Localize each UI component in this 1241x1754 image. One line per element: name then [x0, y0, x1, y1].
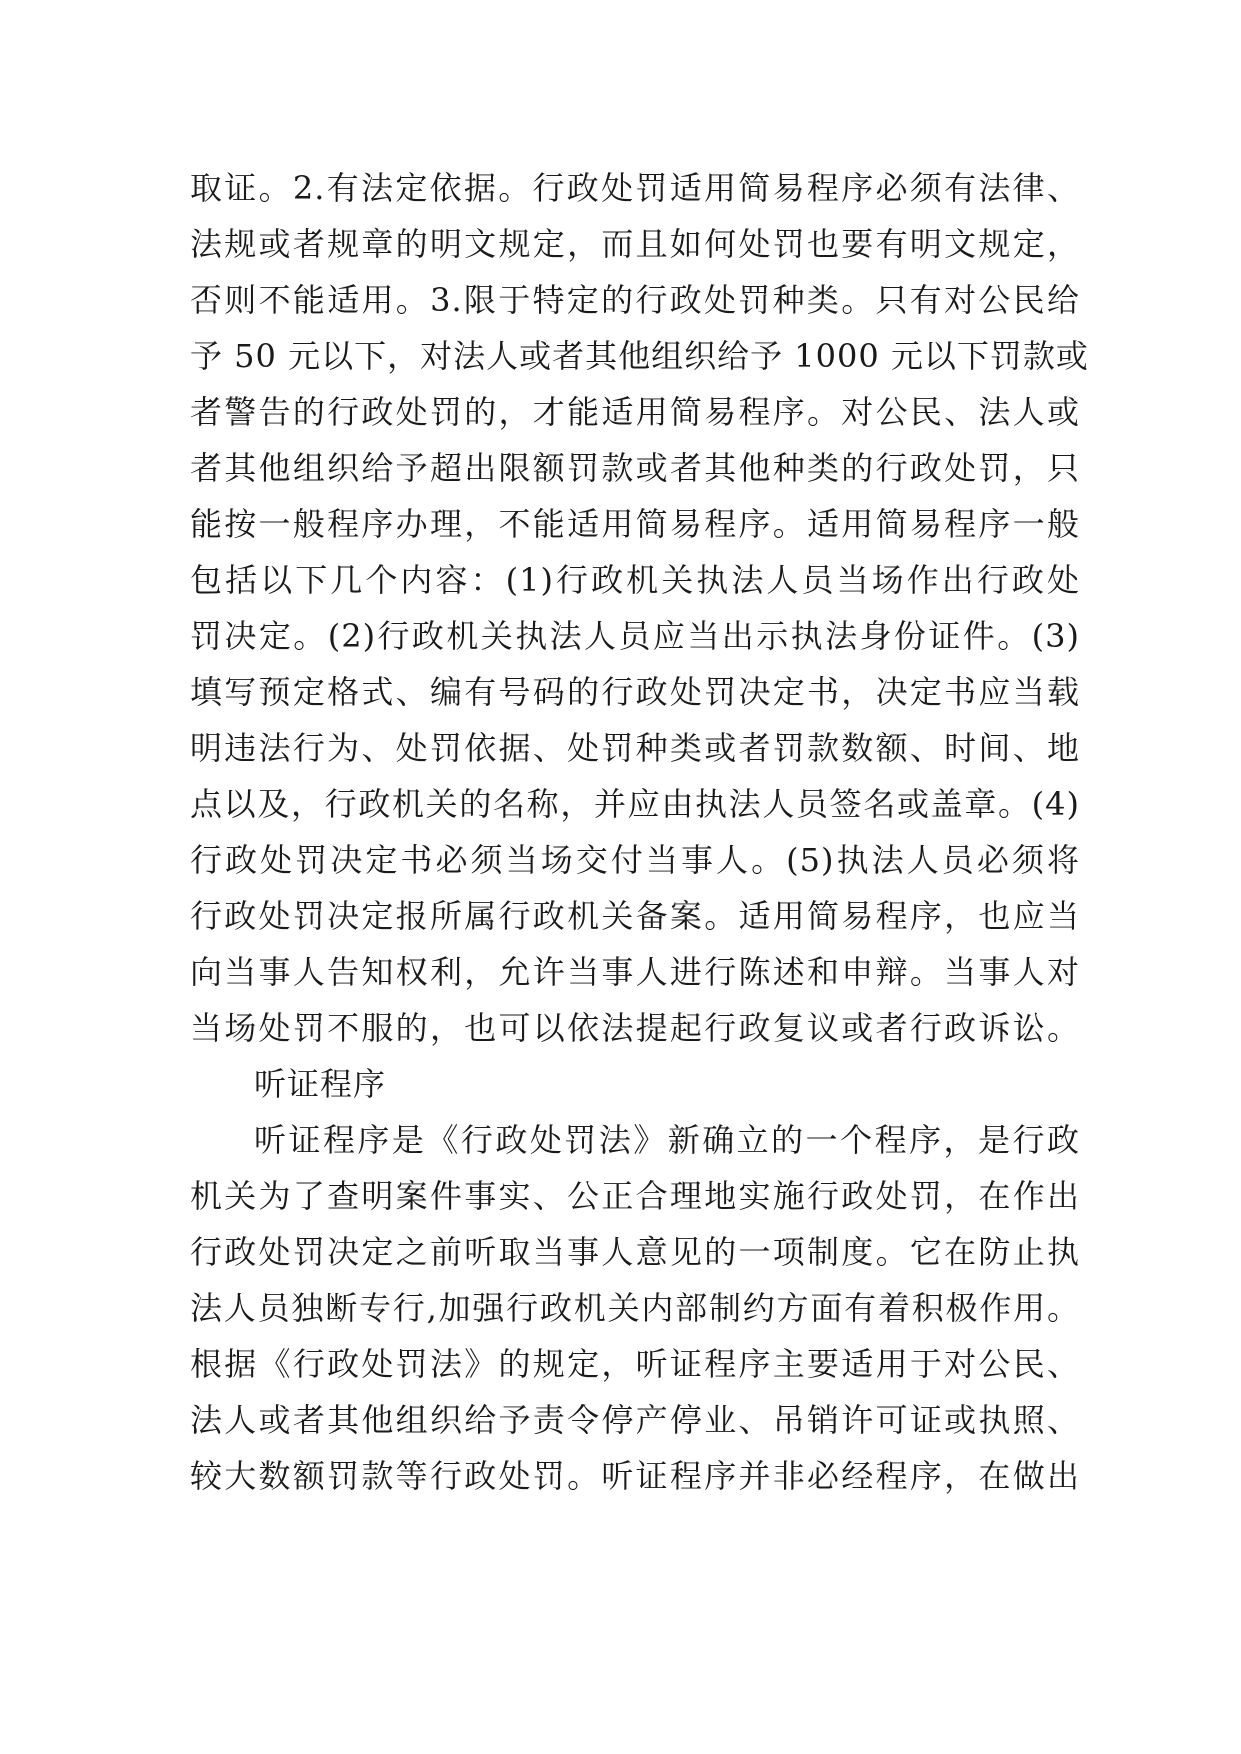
text-line: 行政处罚决定之前听取当事人意见的一项制度。它在防止执	[190, 1233, 1080, 1271]
text-line: 较大数额罚款等行政处罚。听证程序并非必经程序，在做出	[190, 1457, 1080, 1495]
text-line: 罚决定。(2)行政机关执法人员应当出示执法身份证件。(3)	[190, 617, 1080, 655]
text-line: 者警告的行政处罚的，才能适用简易程序。对公民、法人或	[190, 393, 1080, 431]
text-line: 取证。2.有法定依据。行政处罚适用简易程序必须有法律、	[190, 169, 1080, 207]
text-line: 点以及，行政机关的名称，并应由执法人员签名或盖章。(4)	[190, 785, 1080, 823]
text-line: 向当事人告知权利，允许当事人进行陈述和申辩。当事人对	[190, 953, 1080, 991]
text-line: 当场处罚不服的，也可以依法提起行政复议或者行政诉讼。	[190, 1009, 1080, 1047]
text-line: 法人员独断专行,加强行政机关内部制约方面有着积极作用。	[190, 1289, 1080, 1327]
section-heading: 听证程序	[254, 1065, 387, 1103]
text-line: 行政处罚决定报所属行政机关备案。适用简易程序，也应当	[190, 897, 1080, 935]
text-line: 否则不能适用。3.限于特定的行政处罚种类。只有对公民给	[190, 281, 1080, 319]
text-line: 机关为了查明案件事实、公正合理地实施行政处罚，在作出	[190, 1177, 1080, 1215]
text-line: 行政处罚决定书必须当场交付当事人。(5)执法人员必须将	[190, 841, 1080, 879]
text-line: 填写预定格式、编有号码的行政处罚决定书，决定书应当载	[190, 673, 1080, 711]
text-line: 听证程序是《行政处罚法》新确立的一个程序，是行政	[254, 1121, 1080, 1159]
text-line: 予 50 元以下，对法人或者其他组织给予 1000 元以下罚款或	[190, 337, 1089, 375]
body-text	[190, 160, 1089, 1504]
text-line: 明违法行为、处罚依据、处罚种类或者罚款数额、时间、地	[190, 729, 1080, 767]
text-line: 法规或者规章的明文规定，而且如何处罚也要有明文规定，	[190, 225, 1080, 263]
text-line: 法人或者其他组织给予责令停产停业、吊销许可证或执照、	[190, 1401, 1080, 1439]
text-line: 根据《行政处罚法》的规定，听证程序主要适用于对公民、	[190, 1345, 1080, 1383]
text-line: 包括以下几个内容：(1)行政机关执法人员当场作出行政处	[190, 561, 1080, 599]
text-line: 者其他组织给予超出限额罚款或者其他种类的行政处罚，只	[190, 449, 1080, 487]
text-line: 能按一般程序办理，不能适用简易程序。适用简易程序一般	[190, 505, 1080, 543]
